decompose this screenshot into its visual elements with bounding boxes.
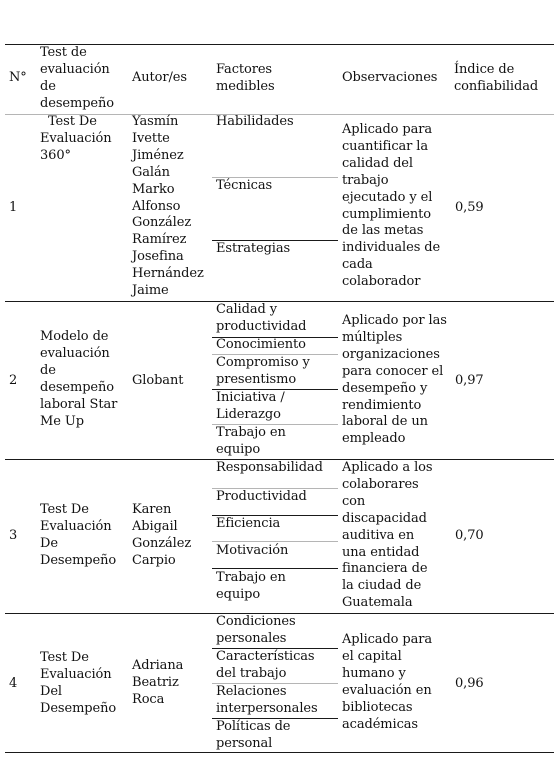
factor-item: Conocimiento bbox=[216, 337, 306, 352]
header-factors: Factores medibles bbox=[216, 62, 275, 94]
factor-item: Motivación bbox=[216, 543, 289, 558]
header-test: Test de evaluación de desempeño bbox=[40, 45, 115, 111]
row-number: 3 bbox=[9, 528, 18, 543]
observation-text: Aplicado a los colaborares con discapacidad auditiva en una entidad financiera de la ciudad de Guatemala bbox=[342, 460, 433, 611]
factor-item: Habilidades bbox=[216, 114, 294, 129]
observation-text: Aplicado por las múltiples organizaciones para conocer el desempeño y rendimiento laboral de un empleado bbox=[342, 313, 447, 447]
observation-text: Aplicado para el capital humano y evaluación en bibliotecas académicas bbox=[342, 632, 433, 732]
test-name: Test De Evaluación 360° bbox=[40, 114, 112, 163]
reliability-value: 0,96 bbox=[455, 676, 484, 691]
test-name: Test De Evaluación Del Desempeño bbox=[40, 650, 117, 716]
row-number: 4 bbox=[9, 676, 18, 691]
header-reliability: Índice de confiabilidad bbox=[454, 62, 539, 94]
factor-item: Trabajo en equipo bbox=[216, 570, 286, 602]
header-number: N° bbox=[9, 70, 27, 85]
factor-item: Relaciones interpersonales bbox=[216, 684, 318, 716]
factor-item: Productividad bbox=[216, 489, 307, 504]
factor-divider bbox=[212, 541, 338, 542]
row-number: 1 bbox=[9, 200, 18, 215]
factor-item: Características del trabajo bbox=[216, 649, 315, 681]
factor-item: Iniciativa / Liderazgo bbox=[216, 390, 285, 422]
reliability-value: 0,59 bbox=[455, 200, 484, 215]
factor-divider bbox=[212, 568, 338, 569]
factor-item: Políticas de personal bbox=[216, 719, 291, 751]
test-name: Test De Evaluación De Desempeño bbox=[40, 502, 117, 568]
factor-item: Trabajo en equipo bbox=[216, 425, 286, 457]
row-number: 2 bbox=[9, 373, 18, 388]
factor-item: Compromiso y presentismo bbox=[216, 355, 310, 387]
author-name: Karen Abigail González Carpio bbox=[132, 502, 192, 568]
author-name: Yasmín Ivette Jiménez Galán Marko Alfonso González Ramírez Josefina Hernández Jaime bbox=[132, 114, 204, 299]
reliability-value: 0,70 bbox=[455, 528, 484, 543]
observation-text: Aplicado para cuantificar la calidad del trabajo ejecutado y el cumplimiento de las metas individuales de cada colaborador bbox=[342, 122, 441, 290]
factor-item: Estrategias bbox=[216, 241, 291, 256]
reliability-value: 0,97 bbox=[455, 373, 484, 388]
factor-item: Calidad y productividad bbox=[216, 302, 307, 334]
factor-item: Condiciones personales bbox=[216, 614, 296, 646]
header-observations: Observaciones bbox=[342, 70, 438, 85]
author-name: Adriana Beatriz Roca bbox=[132, 658, 184, 707]
factor-item: Técnicas bbox=[216, 178, 273, 193]
author-name: Globant bbox=[132, 373, 184, 388]
factor-item: Responsabilidad bbox=[216, 460, 323, 475]
test-name: Modelo de evaluación de desempeño laboral Star Me Up bbox=[40, 329, 118, 429]
factor-item: Eficiencia bbox=[216, 516, 281, 531]
header-author: Autor/es bbox=[132, 70, 187, 85]
